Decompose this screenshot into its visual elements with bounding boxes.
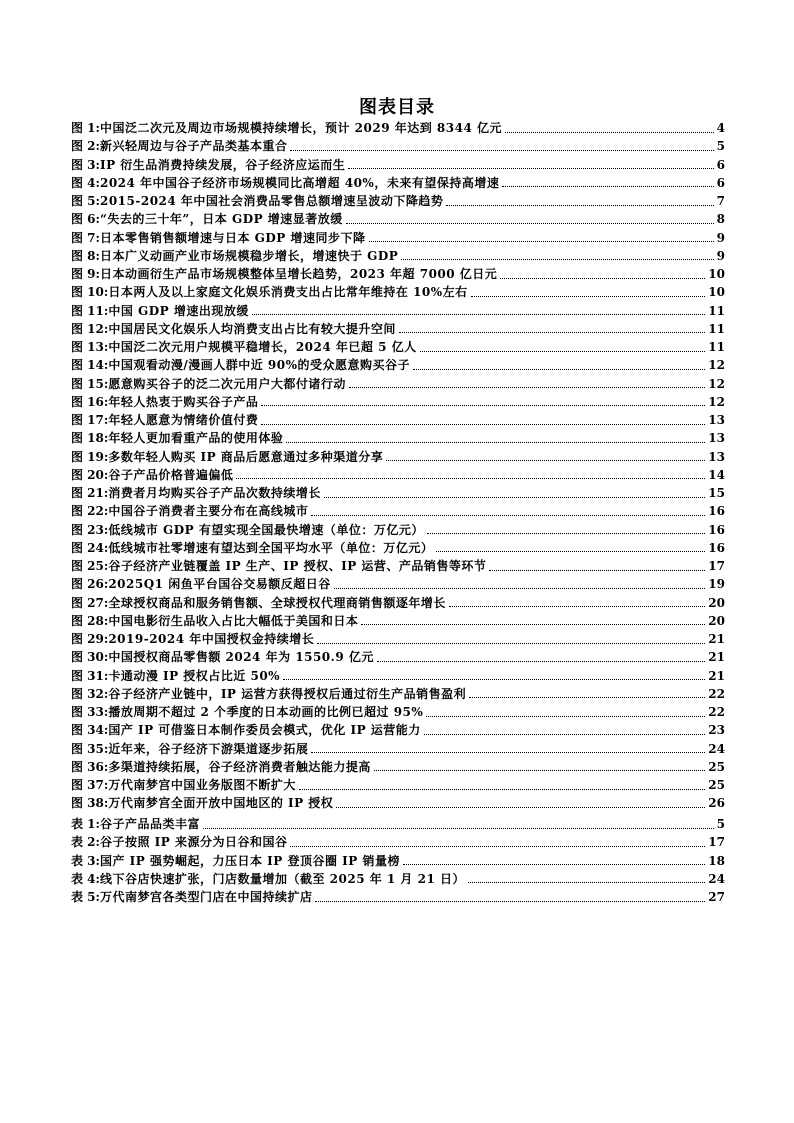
dot-leader: [436, 551, 705, 552]
figure-entry-label: 图 28:: [71, 613, 109, 628]
table-entry[interactable]: [71, 833, 725, 851]
dot-leader: [311, 515, 705, 516]
dot-leader: [311, 752, 705, 753]
figure-entry-title: IP 衍生品消费持续发展，谷子经济应运而生: [99, 157, 346, 172]
figure-entry-page: 21: [708, 668, 725, 683]
figure-entry-title: 消费者月均购买谷子产品次数持续增长: [108, 486, 321, 500]
figure-entry-page: 20: [708, 595, 725, 610]
dot-leader: [386, 460, 705, 461]
figure-entry-label: 图 31:: [71, 668, 109, 683]
dot-leader: [449, 606, 705, 607]
table-entry-title: 线下谷店快速扩张，门店数量增加（截至 2025 年 1 月 21 日）: [99, 871, 465, 886]
figure-entry-page: 4: [716, 121, 725, 135]
figure-entry[interactable]: [71, 721, 725, 739]
dot-leader: [403, 864, 705, 865]
figure-entry-title: 2025Q1 闲鱼平台国谷交易额反超日谷: [108, 577, 331, 592]
dot-leader: [468, 882, 705, 883]
table-entry-label: 表 5:: [71, 890, 100, 904]
table-entry-title: 国产 IP 强势崛起，力压日本 IP 登顶谷圈 IP 销量榜: [99, 853, 400, 868]
dot-leader: [315, 901, 705, 902]
figure-entry-page: 10: [708, 285, 725, 300]
figure-entry-page: 17: [708, 559, 725, 573]
dot-leader: [505, 132, 714, 133]
figure-entry[interactable]: [71, 119, 725, 137]
figure-entry[interactable]: [71, 612, 725, 630]
table-entry-page: 17: [708, 835, 725, 850]
figure-entry-label: 图 22:: [71, 504, 109, 519]
figure-entry-label: 图 29:: [71, 632, 109, 646]
figure-entry[interactable]: [71, 338, 725, 356]
table-entry-label: 表 3:: [71, 853, 100, 868]
figure-entry-page: 23: [708, 723, 725, 738]
figure-entry-title: 低线城市 GDP 有望实现全国最快增速（单位：万亿元）: [108, 522, 424, 537]
figure-entry[interactable]: [71, 156, 725, 174]
dot-leader: [401, 259, 713, 260]
figure-entry-page: 9: [716, 248, 725, 263]
figure-entry-page: 16: [708, 522, 725, 537]
figure-entry-label: 图 35:: [71, 741, 109, 756]
dot-leader: [290, 150, 713, 151]
dot-leader: [286, 442, 705, 443]
figure-entry-page: 13: [708, 413, 725, 427]
figure-entry-label: 图 27:: [71, 595, 109, 610]
figure-entry[interactable]: [71, 429, 725, 447]
figure-entry-page: 22: [708, 686, 725, 701]
figure-entry-title: 2019-2024 年中国授权金持续增长: [108, 632, 315, 646]
dot-leader: [489, 570, 705, 571]
figure-entry-label: 图 18:: [71, 431, 109, 446]
figure-entry-page: 7: [716, 194, 725, 208]
dot-leader: [252, 314, 705, 315]
table-entry[interactable]: [71, 815, 725, 833]
figure-entry-label: 图 9:: [71, 267, 100, 281]
dot-leader: [369, 241, 714, 242]
table-entry-label: 表 4:: [71, 871, 100, 886]
figure-entry-label: 图 20:: [71, 467, 109, 482]
figure-entry-title: 年轻人愿意为情绪价值付费: [108, 413, 259, 427]
figure-entry-page: 13: [708, 449, 725, 464]
table-list: [71, 815, 725, 906]
dot-leader: [502, 186, 713, 187]
figure-entry-title: 中国观看动漫/漫画人群中近 90%的受众愿意购买谷子: [108, 358, 410, 373]
table-entry-page: 5: [716, 817, 725, 831]
dot-leader: [446, 205, 713, 206]
dot-leader: [361, 624, 705, 625]
table-entry-title: 万代南梦宫各类型门店在中国持续扩店: [99, 890, 313, 904]
figure-entry-title: 日本两人及以上家庭文化娱乐消费支出占比常年维持在 10%左右: [108, 285, 468, 300]
figure-entry[interactable]: [71, 667, 725, 685]
figure-entry-title: 年轻人更加看重产品的使用体验: [108, 431, 284, 446]
figure-entry-label: 图 4:: [71, 175, 100, 190]
figure-entry-label: 图 15:: [71, 376, 109, 391]
figure-entry-page: 12: [708, 358, 725, 373]
dot-leader: [334, 588, 706, 589]
figure-entry[interactable]: [71, 283, 725, 301]
figure-entry-title: 谷子产品价格普遍偏低: [108, 467, 234, 482]
figure-entry[interactable]: [71, 375, 725, 393]
figure-entry-page: 11: [708, 340, 725, 354]
figure-entry[interactable]: [71, 192, 725, 210]
figure-entry-title: 中国电影衍生品收入占比大幅低于美国和日本: [108, 613, 359, 628]
figure-entry-title: 日本广义动画产业市场规模稳步增长，增速快于 GDP: [99, 248, 399, 263]
dot-leader: [413, 369, 705, 370]
dot-leader: [349, 387, 705, 388]
dot-leader: [261, 405, 705, 406]
figure-entry-page: 6: [716, 157, 725, 172]
figure-entry[interactable]: [71, 320, 725, 338]
figure-entry-title: 多渠道持续拓展，谷子经济消费者触达能力提高: [108, 759, 371, 774]
table-entry-page: 24: [708, 871, 725, 886]
dot-leader: [346, 223, 714, 224]
dot-leader: [348, 168, 713, 169]
figure-entry-page: 26: [708, 796, 725, 811]
figure-entry[interactable]: [71, 521, 725, 539]
figure-entry-title: 中国泛二次元及周边市场规模持续增长，预计 2029 年达到 8344 亿元: [99, 121, 502, 135]
figure-entry[interactable]: [71, 740, 725, 758]
dot-leader: [336, 807, 705, 808]
figure-entry-label: 图 26:: [71, 577, 109, 592]
figure-entry[interactable]: [71, 466, 725, 484]
figure-entry-label: 图 17:: [71, 413, 109, 427]
dot-leader: [261, 424, 705, 425]
dot-leader: [469, 697, 705, 698]
dot-leader: [203, 828, 714, 829]
page-title: 图表目录: [359, 97, 435, 118]
figure-entry-page: 11: [708, 303, 725, 318]
figure-entry-page: 22: [708, 705, 725, 719]
table-entry-label: 表 2:: [71, 835, 100, 850]
figure-entry-label: 图 7:: [71, 230, 100, 245]
figure-entry-page: 6: [716, 175, 725, 190]
dot-leader: [500, 278, 705, 279]
figure-entry-label: 图 19:: [71, 449, 109, 464]
dot-leader: [317, 643, 705, 644]
figure-entry[interactable]: [71, 758, 725, 776]
dot-leader: [424, 734, 705, 735]
figure-entry-label: 图 2:: [71, 139, 100, 154]
figure-entry-title: 日本动画衍生产品市场规模整体呈增长趋势，2023 年超 7000 亿日元: [99, 267, 498, 281]
figure-entry-page: 21: [708, 632, 725, 646]
table-entry-page: 18: [708, 853, 725, 868]
figure-entry[interactable]: [71, 575, 725, 593]
figure-entry-page: 14: [708, 467, 725, 482]
figure-entry-title: 中国 GDP 增速出现放缓: [108, 303, 249, 318]
figure-entry-title: 中国泛二次元用户规模平稳增长，2024 年已超 5 亿人: [108, 340, 417, 354]
figure-entry[interactable]: [71, 393, 725, 411]
table-entry-title: 谷子按照 IP 来源分为日谷和国谷: [99, 835, 288, 850]
figure-entry[interactable]: [71, 648, 725, 666]
figure-entry-title: 中国授权商品零售额 2024 年为 1550.9 亿元: [108, 650, 374, 665]
figure-entry-page: 13: [708, 431, 725, 446]
figure-entry-label: 图 34:: [71, 723, 109, 738]
dot-leader: [426, 716, 705, 717]
dot-leader: [290, 846, 705, 847]
figure-entry-title: “失去的三十年”，日本 GDP 增速显著放缓: [99, 212, 343, 227]
dot-leader: [283, 679, 705, 680]
figure-entry-title: 播放周期不超过 2 个季度的日本动画的比例已超过 95%: [108, 705, 424, 719]
table-entry-label: 表 1:: [71, 817, 100, 831]
figure-entry-label: 图 24:: [71, 540, 109, 555]
figure-entry-label: 图 16:: [71, 394, 109, 409]
figure-entry[interactable]: [71, 174, 725, 192]
dot-leader: [399, 332, 705, 333]
figure-entry-page: 12: [708, 394, 725, 409]
figure-entry[interactable]: [71, 229, 725, 247]
figure-entry-label: 图 5:: [71, 194, 100, 208]
figure-entry-title: 谷子经济产业链覆盖 IP 生产、IP 授权、IP 运营、产品销售等环节: [108, 559, 487, 573]
figure-entry-label: 图 21:: [71, 486, 109, 500]
dot-leader: [374, 770, 705, 771]
dot-leader: [236, 478, 705, 479]
figure-entry-label: 图 30:: [71, 650, 109, 665]
figure-entry-label: 图 36:: [71, 759, 109, 774]
figure-entry-label: 图 32:: [71, 686, 109, 701]
figure-entry-title: 愿意购买谷子的泛二次元用户大都付诸行动: [108, 376, 346, 391]
figure-entry-label: 图 6:: [71, 212, 100, 227]
figure-entry-page: 10: [708, 267, 725, 281]
table-entry[interactable]: [71, 852, 725, 870]
figure-entry-page: 9: [716, 230, 725, 245]
figure-entry-title: 低线城市社零增速有望达到全国平均水平（单位：万亿元）: [108, 540, 434, 555]
table-entry[interactable]: [71, 888, 725, 906]
figure-entry[interactable]: [71, 302, 725, 320]
table-entry[interactable]: [71, 870, 725, 888]
figure-list: [71, 119, 725, 813]
figure-entry-page: 16: [708, 504, 725, 519]
figure-entry-page: 19: [708, 577, 725, 592]
figure-entry-title: 国产 IP 可借鉴日本制作委员会模式，优化 IP 运营能力: [108, 723, 421, 738]
figure-entry-label: 图 13:: [71, 340, 109, 354]
figure-entry-page: 5: [716, 139, 725, 154]
figure-entry[interactable]: [71, 703, 725, 721]
figure-entry-page: 20: [708, 613, 725, 628]
dot-leader: [299, 789, 705, 790]
figure-entry-title: 2015-2024 年中国社会消费品零售总额增速呈波动下降趋势: [99, 194, 444, 208]
figure-entry-label: 图 37:: [71, 778, 109, 792]
figure-entry[interactable]: [71, 448, 725, 466]
figure-entry[interactable]: [71, 594, 725, 612]
table-entry-title: 谷子产品品类丰富: [99, 817, 200, 831]
figure-entry[interactable]: [71, 557, 725, 575]
figure-entry-title: 年轻人热衷于购买谷子产品: [108, 394, 259, 409]
figure-entry-label: 图 23:: [71, 522, 109, 537]
figure-entry-label: 图 38:: [71, 796, 109, 811]
figure-entry-label: 图 8:: [71, 248, 100, 263]
figure-entry-title: 全球授权商品和服务销售额、全球授权代理商销售额逐年增长: [108, 595, 446, 610]
figure-entry-title: 万代南梦宫全面开放中国地区的 IP 授权: [108, 796, 334, 811]
figure-entry[interactable]: [71, 685, 725, 703]
figure-entry-title: 中国谷子消费者主要分布在高线城市: [108, 504, 309, 519]
figure-entry-page: 15: [708, 486, 725, 500]
dot-leader: [471, 296, 706, 297]
dot-leader: [377, 661, 705, 662]
figure-entry-title: 日本零售销售额增速与日本 GDP 增速同步下降: [99, 230, 366, 245]
dot-leader: [324, 497, 705, 498]
figure-entry-page: 24: [708, 741, 725, 756]
figure-entry-title: 卡通动漫 IP 授权占比近 50%: [108, 668, 281, 683]
figure-entry-page: 12: [708, 376, 725, 391]
figure-entry[interactable]: [71, 356, 725, 374]
figure-entry-label: 图 25:: [71, 559, 109, 573]
figure-entry-title: 新兴轻周边与谷子产品类基本重合: [99, 139, 288, 154]
figure-entry[interactable]: [71, 502, 725, 520]
figure-entry-page: 21: [708, 650, 725, 665]
figure-entry[interactable]: [71, 137, 725, 155]
figure-entry[interactable]: [71, 794, 725, 812]
figure-entry-title: 多数年轻人购买 IP 商品后愿意通过多种渠道分享: [108, 449, 384, 464]
figure-entry-label: 图 11:: [71, 303, 109, 318]
figure-entry[interactable]: [71, 210, 725, 228]
figure-entry[interactable]: [71, 265, 725, 283]
figure-entry-page: 8: [716, 212, 725, 227]
figure-entry[interactable]: [71, 630, 725, 648]
figure-entry-label: 图 14:: [71, 358, 109, 373]
figure-entry-label: 图 3:: [71, 157, 100, 172]
figure-entry[interactable]: [71, 539, 725, 557]
figure-entry-title: 2024 年中国谷子经济市场规模同比高增超 40%，未来有望保持高增速: [99, 175, 500, 190]
table-entry-page: 27: [708, 890, 725, 904]
figure-entry-label: 图 33:: [71, 705, 109, 719]
figure-entry-title: 中国居民文化娱乐人均消费支出占比有较大提升空间: [108, 321, 396, 336]
figure-entry-page: 25: [708, 778, 725, 792]
figure-entry-title: 万代南梦宫中国业务版图不断扩大: [108, 778, 296, 792]
figure-entry[interactable]: [71, 247, 725, 265]
figure-entry-page: 25: [708, 759, 725, 774]
figure-entry-label: 图 12:: [71, 321, 109, 336]
figure-entry-title: 谷子经济产业链中，IP 运营方获得授权后通过衍生产品销售盈利: [108, 686, 467, 701]
figure-entry[interactable]: [71, 411, 725, 429]
figure-entry-page: 11: [708, 321, 725, 336]
figure-entry[interactable]: [71, 776, 725, 794]
figure-entry-label: 图 1:: [71, 121, 100, 135]
figure-entry[interactable]: [71, 484, 725, 502]
dot-leader: [420, 351, 706, 352]
figure-entry-page: 16: [708, 540, 725, 555]
figure-entry-label: 图 10:: [71, 285, 109, 300]
dot-leader: [427, 533, 705, 534]
figure-entry-title: 近年来，谷子经济下游渠道逐步拓展: [108, 741, 309, 756]
